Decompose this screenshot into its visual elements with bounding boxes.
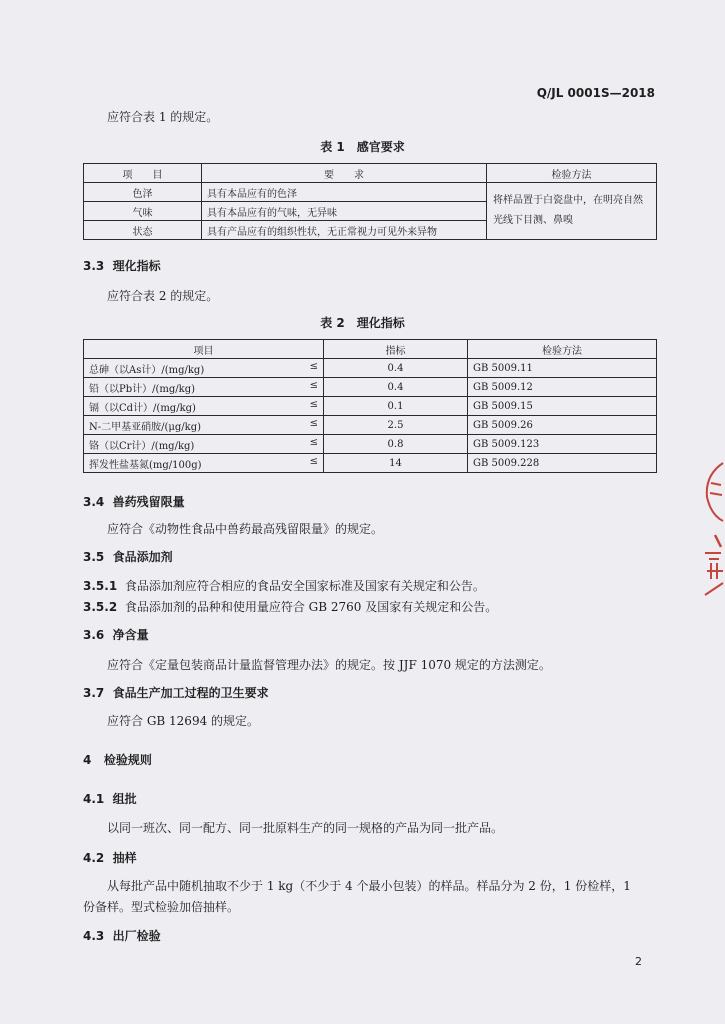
header-item: 项 目 — [84, 164, 202, 183]
table-row — [84, 378, 657, 397]
row-item: 气味 — [84, 202, 202, 221]
leq-symbol: ≤ — [309, 455, 318, 467]
table-row — [84, 359, 657, 378]
section-title: 出厂检验 — [112, 929, 161, 943]
section-number: 3.5.2 — [83, 600, 118, 614]
section-4-1-text: 以同一班次、同一配方、同一批原料生产的同一规格的产品为同一批产品。 — [107, 821, 504, 835]
section-3-5-1 — [83, 577, 485, 594]
section-number: 3.3 — [83, 259, 105, 273]
row-item: 铬（以Cr计）/(mg/kg) ≤ — [84, 435, 324, 454]
leq-symbol: ≤ — [309, 417, 318, 429]
table-row — [84, 416, 657, 435]
section-4-2-heading — [83, 849, 137, 866]
section-title: 净含量 — [112, 628, 149, 642]
row-method: GB 5009.15 — [468, 397, 657, 416]
section-3-6-text: 应符合《定量包装商品计量监督管理办法》的规定。按 JJF 1070 规定的方法测定。 — [107, 658, 551, 672]
section-4-2-text-line1: 从每批产品中随机抽取不少于 1 kg（不少于 4 个最小包装）的样品。样品分为 2 份，1 份检样，1 — [107, 879, 631, 893]
row-value: 2.5 — [324, 416, 468, 435]
section-4-3-heading — [83, 927, 161, 944]
leq-symbol: ≤ — [309, 436, 318, 448]
section-3-4-heading — [83, 493, 185, 510]
section-3-5-2 — [83, 598, 497, 615]
row-value: 0.8 — [324, 435, 468, 454]
section-number: 4.3 — [83, 929, 105, 943]
row-method: GB 5009.123 — [468, 435, 657, 454]
table-header-row — [84, 340, 657, 359]
section-title: 食品生产加工过程的卫生要求 — [112, 686, 269, 700]
section-number: 4 — [83, 753, 92, 767]
table-row — [84, 435, 657, 454]
row-method: GB 5009.11 — [468, 359, 657, 378]
section-number: 3.5.1 — [83, 579, 118, 593]
row-requirement: 具有本品应有的气味，无异味 — [202, 202, 487, 221]
row-value: 14 — [324, 454, 468, 473]
section-3-4-text: 应符合《动物性食品中兽药最高残留限量》的规定。 — [107, 522, 384, 536]
sensory-method: 将样品置于白瓷盘中，在明亮自然光线下目测、鼻嗅 — [487, 183, 657, 240]
leq-symbol: ≤ — [309, 398, 318, 410]
header-requirement: 要 求 — [202, 164, 487, 183]
section-4-heading — [83, 751, 152, 768]
header-method: 检验方法 — [468, 340, 657, 359]
row-method: GB 5009.26 — [468, 416, 657, 435]
row-value: 0.4 — [324, 359, 468, 378]
seal-stamp-fragment — [697, 455, 725, 605]
section-4-2-text-line2: 份备样。型式检验加倍抽样。 — [83, 900, 240, 914]
section-title: 检验规则 — [103, 753, 152, 767]
row-method: GB 5009.228 — [468, 454, 657, 473]
leq-symbol: ≤ — [309, 360, 318, 372]
document-code: Q/JL 0001S—2018 — [536, 86, 655, 100]
section-number: 3.6 — [83, 628, 105, 642]
table-row — [84, 183, 657, 202]
header-item: 项目 — [84, 340, 324, 359]
table1-caption: 表 1 感官要求 — [320, 140, 405, 154]
section-title: 食品添加剂 — [112, 550, 173, 564]
header-method: 检验方法 — [487, 164, 657, 183]
header-indicator: 指标 — [324, 340, 468, 359]
row-value: 0.4 — [324, 378, 468, 397]
row-item: 镉（以Cd计）/(mg/kg) ≤ — [84, 397, 324, 416]
section-title: 兽药残留限量 — [112, 495, 185, 509]
row-item: 总砷（以As计）/(mg/kg) ≤ — [84, 359, 324, 378]
section-number: 3.4 — [83, 495, 105, 509]
section-number: 3.7 — [83, 686, 105, 700]
section-number: 4.2 — [83, 851, 105, 865]
row-item: 挥发性盐基氮(mg/100g) ≤ — [84, 454, 324, 473]
section-3-7-text: 应符合 GB 12694 的规定。 — [107, 714, 260, 728]
section-text: 食品添加剂应符合相应的食品安全国家标准及国家有关规定和公告。 — [124, 579, 485, 593]
section-3-6-heading — [83, 626, 149, 643]
section-text: 食品添加剂的品种和使用量应符合 GB 2760 及国家有关规定和公告。 — [124, 600, 498, 614]
row-item: 铅（以Pb计）/(mg/kg) ≤ — [84, 378, 324, 397]
table2-caption: 表 2 理化指标 — [320, 316, 405, 330]
section-title: 组批 — [112, 792, 137, 806]
section-3-3-text: 应符合表 2 的规定。 — [107, 289, 219, 303]
row-requirement: 具有产品应有的组织性状，无正常视力可见外来异物 — [202, 221, 487, 240]
section-number: 4.1 — [83, 792, 105, 806]
section-title: 抽样 — [112, 851, 137, 865]
row-requirement: 具有本品应有的色泽 — [202, 183, 487, 202]
section-title: 理化指标 — [112, 259, 161, 273]
physicochemical-table — [83, 339, 657, 473]
row-value: 0.1 — [324, 397, 468, 416]
leq-symbol: ≤ — [309, 379, 318, 391]
section-3-5-heading — [83, 548, 173, 565]
section-3-3-heading — [83, 257, 161, 274]
row-method: GB 5009.12 — [468, 378, 657, 397]
row-item: 状态 — [84, 221, 202, 240]
intro-paragraph: 应符合表 1 的规定。 — [107, 110, 219, 124]
row-item: N-二甲基亚硝胺/(μg/kg) ≤ — [84, 416, 324, 435]
table-row — [84, 454, 657, 473]
table-header-row — [84, 164, 657, 183]
page-number: 2 — [635, 955, 642, 968]
sensory-requirements-table — [83, 163, 657, 240]
row-item: 色泽 — [84, 183, 202, 202]
table-row — [84, 397, 657, 416]
section-3-7-heading — [83, 684, 269, 701]
section-4-1-heading — [83, 790, 137, 807]
section-number: 3.5 — [83, 550, 105, 564]
